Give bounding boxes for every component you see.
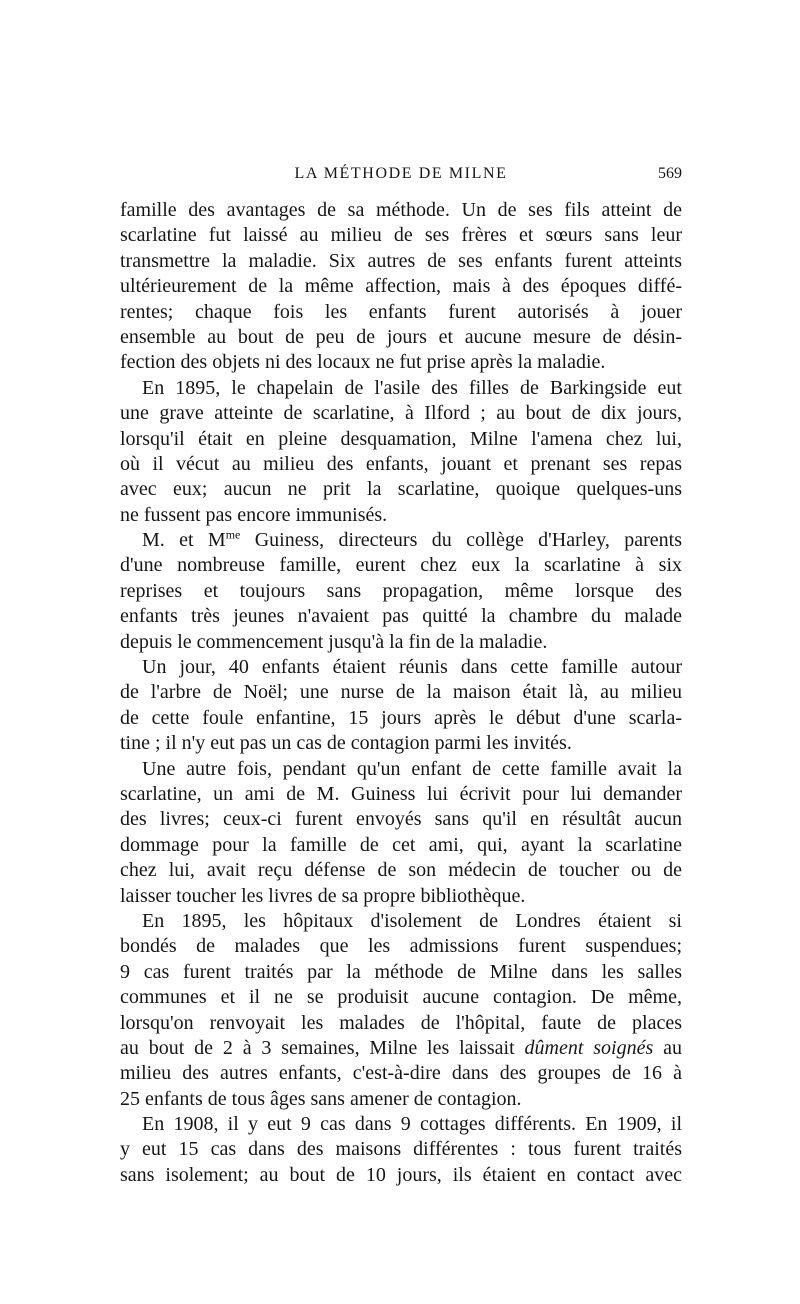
text-line: des livres; ceux-ci furent envoyés sans qu'il en résultât aucun bbox=[120, 808, 682, 831]
text-line: bondés de malades que les admissions furent suspendues; bbox=[120, 935, 682, 958]
paragraph bbox=[120, 655, 682, 757]
text-line: communes et il ne se produisit aucune contagion. De même, bbox=[120, 986, 682, 1009]
paragraph bbox=[120, 198, 682, 376]
text-line: sans isolement; au bout de 10 jours, ils étaient en contact avec bbox=[120, 1163, 682, 1186]
text-line: scarlatine fut laissé au milieu de ses frères et sœurs sans leur bbox=[120, 224, 682, 247]
paragraph bbox=[120, 528, 682, 655]
text-line: reprises et toujours sans propagation, même lorsque des bbox=[120, 579, 682, 602]
text-line: 9 cas furent traités par la méthode de Milne dans les salles bbox=[120, 960, 682, 983]
text-line: Une autre fois, pendant qu'un enfant de cette famille avait la bbox=[142, 757, 682, 780]
text-line: Un jour, 40 enfants étaient réunis dans cette famille autour bbox=[142, 656, 682, 679]
superscript-abbreviation: me bbox=[225, 527, 241, 542]
text-line: où il vécut au milieu des enfants, jouant et prenant ses repas bbox=[120, 452, 682, 475]
text-line: de cette foule enfantine, 15 jours après le début d'une scarla- bbox=[120, 706, 682, 729]
text-line: avec eux; aucun ne prit la scarlatine, quoique quelques-uns bbox=[120, 478, 682, 501]
paragraph bbox=[120, 757, 682, 909]
text-line: lorsqu'on renvoyait les malades de l'hôpital, faute de places bbox=[120, 1011, 682, 1034]
text-line-with-emphasis: au bout de 2 à 3 semaines, Milne les laissait dûment soignés au bbox=[120, 1036, 682, 1059]
text-line: enfants très jeunes n'avaient pas quitté la chambre du malade bbox=[120, 605, 682, 628]
text-line: ne fussent pas encore immunisés. bbox=[120, 503, 388, 526]
text-line: une grave atteinte de scarlatine, à Ilford ; au bout de dix jours, bbox=[120, 402, 682, 425]
running-title: LA MÉTHODE DE MILNE bbox=[294, 165, 508, 182]
italic-phrase: dûment soignés bbox=[524, 1036, 654, 1059]
paragraph bbox=[120, 1112, 682, 1188]
text-line: fection des objets ni des locaux ne fut prise après la maladie. bbox=[120, 351, 606, 374]
paragraph bbox=[120, 909, 682, 1112]
text-line: dommage pour la famille de cet ami, qui, ayant la scarlatine bbox=[120, 833, 682, 856]
text-line: ultérieurement de la même affection, mais à des époques diffé- bbox=[120, 275, 682, 298]
text-line: de l'arbre de Noël; une nurse de la maison était là, au milieu bbox=[120, 681, 682, 704]
text-line: famille des avantages de sa méthode. Un de ses fils atteint de bbox=[120, 199, 682, 221]
page-number: 569 bbox=[658, 165, 682, 182]
text-line: 25 enfants de tous âges sans amener de contagion. bbox=[120, 1087, 522, 1110]
text-line: transmettre la maladie. Six autres de ses enfants furent atteints bbox=[120, 249, 682, 272]
text-line: M. et $M^{me}$ Guiness, directeurs du collège d'Harley, parents bbox=[142, 527, 682, 552]
text-line: milieu des autres enfants, c'est-à-dire dans des groupes de 16 à bbox=[120, 1062, 682, 1085]
text-line: En 1895, les hôpitaux d'isolement de Londres étaient si bbox=[142, 909, 682, 932]
text-line: En 1908, il y eut 9 cas dans 9 cottages différents. En 1909, il bbox=[142, 1113, 682, 1136]
text-line: ensemble au bout de peu de jours et aucune mesure de désin- bbox=[120, 325, 682, 348]
text-line: y eut 15 cas dans des maisons différentes : tous furent traités bbox=[120, 1138, 682, 1161]
running-head bbox=[120, 162, 682, 186]
text-line: rentes; chaque fois les enfants furent autorisés à jouer bbox=[120, 300, 682, 323]
text-line: laisser toucher les livres de sa propre bibliothèque. bbox=[120, 884, 526, 907]
body-text bbox=[120, 198, 682, 1188]
text-line: chez lui, avait reçu défense de son médecin de toucher ou de bbox=[120, 859, 682, 882]
text-line: lorsqu'il était en pleine desquamation, Milne l'amena chez lui, bbox=[120, 427, 682, 450]
text-line: d'une nombreuse famille, eurent chez eux la scarlatine à six bbox=[120, 554, 682, 577]
text-line: tine ; il n'y eut pas un cas de contagion parmi les invités. bbox=[120, 732, 572, 755]
text-line: scarlatine, un ami de M. Guiness lui écrivit pour lui demander bbox=[120, 782, 682, 805]
text-line: En 1895, le chapelain de l'asile des filles de Barkingside eut bbox=[142, 376, 682, 399]
text-line: depuis le commencement jusqu'à la fin de la maladie. bbox=[120, 630, 548, 653]
paragraph bbox=[120, 376, 682, 528]
